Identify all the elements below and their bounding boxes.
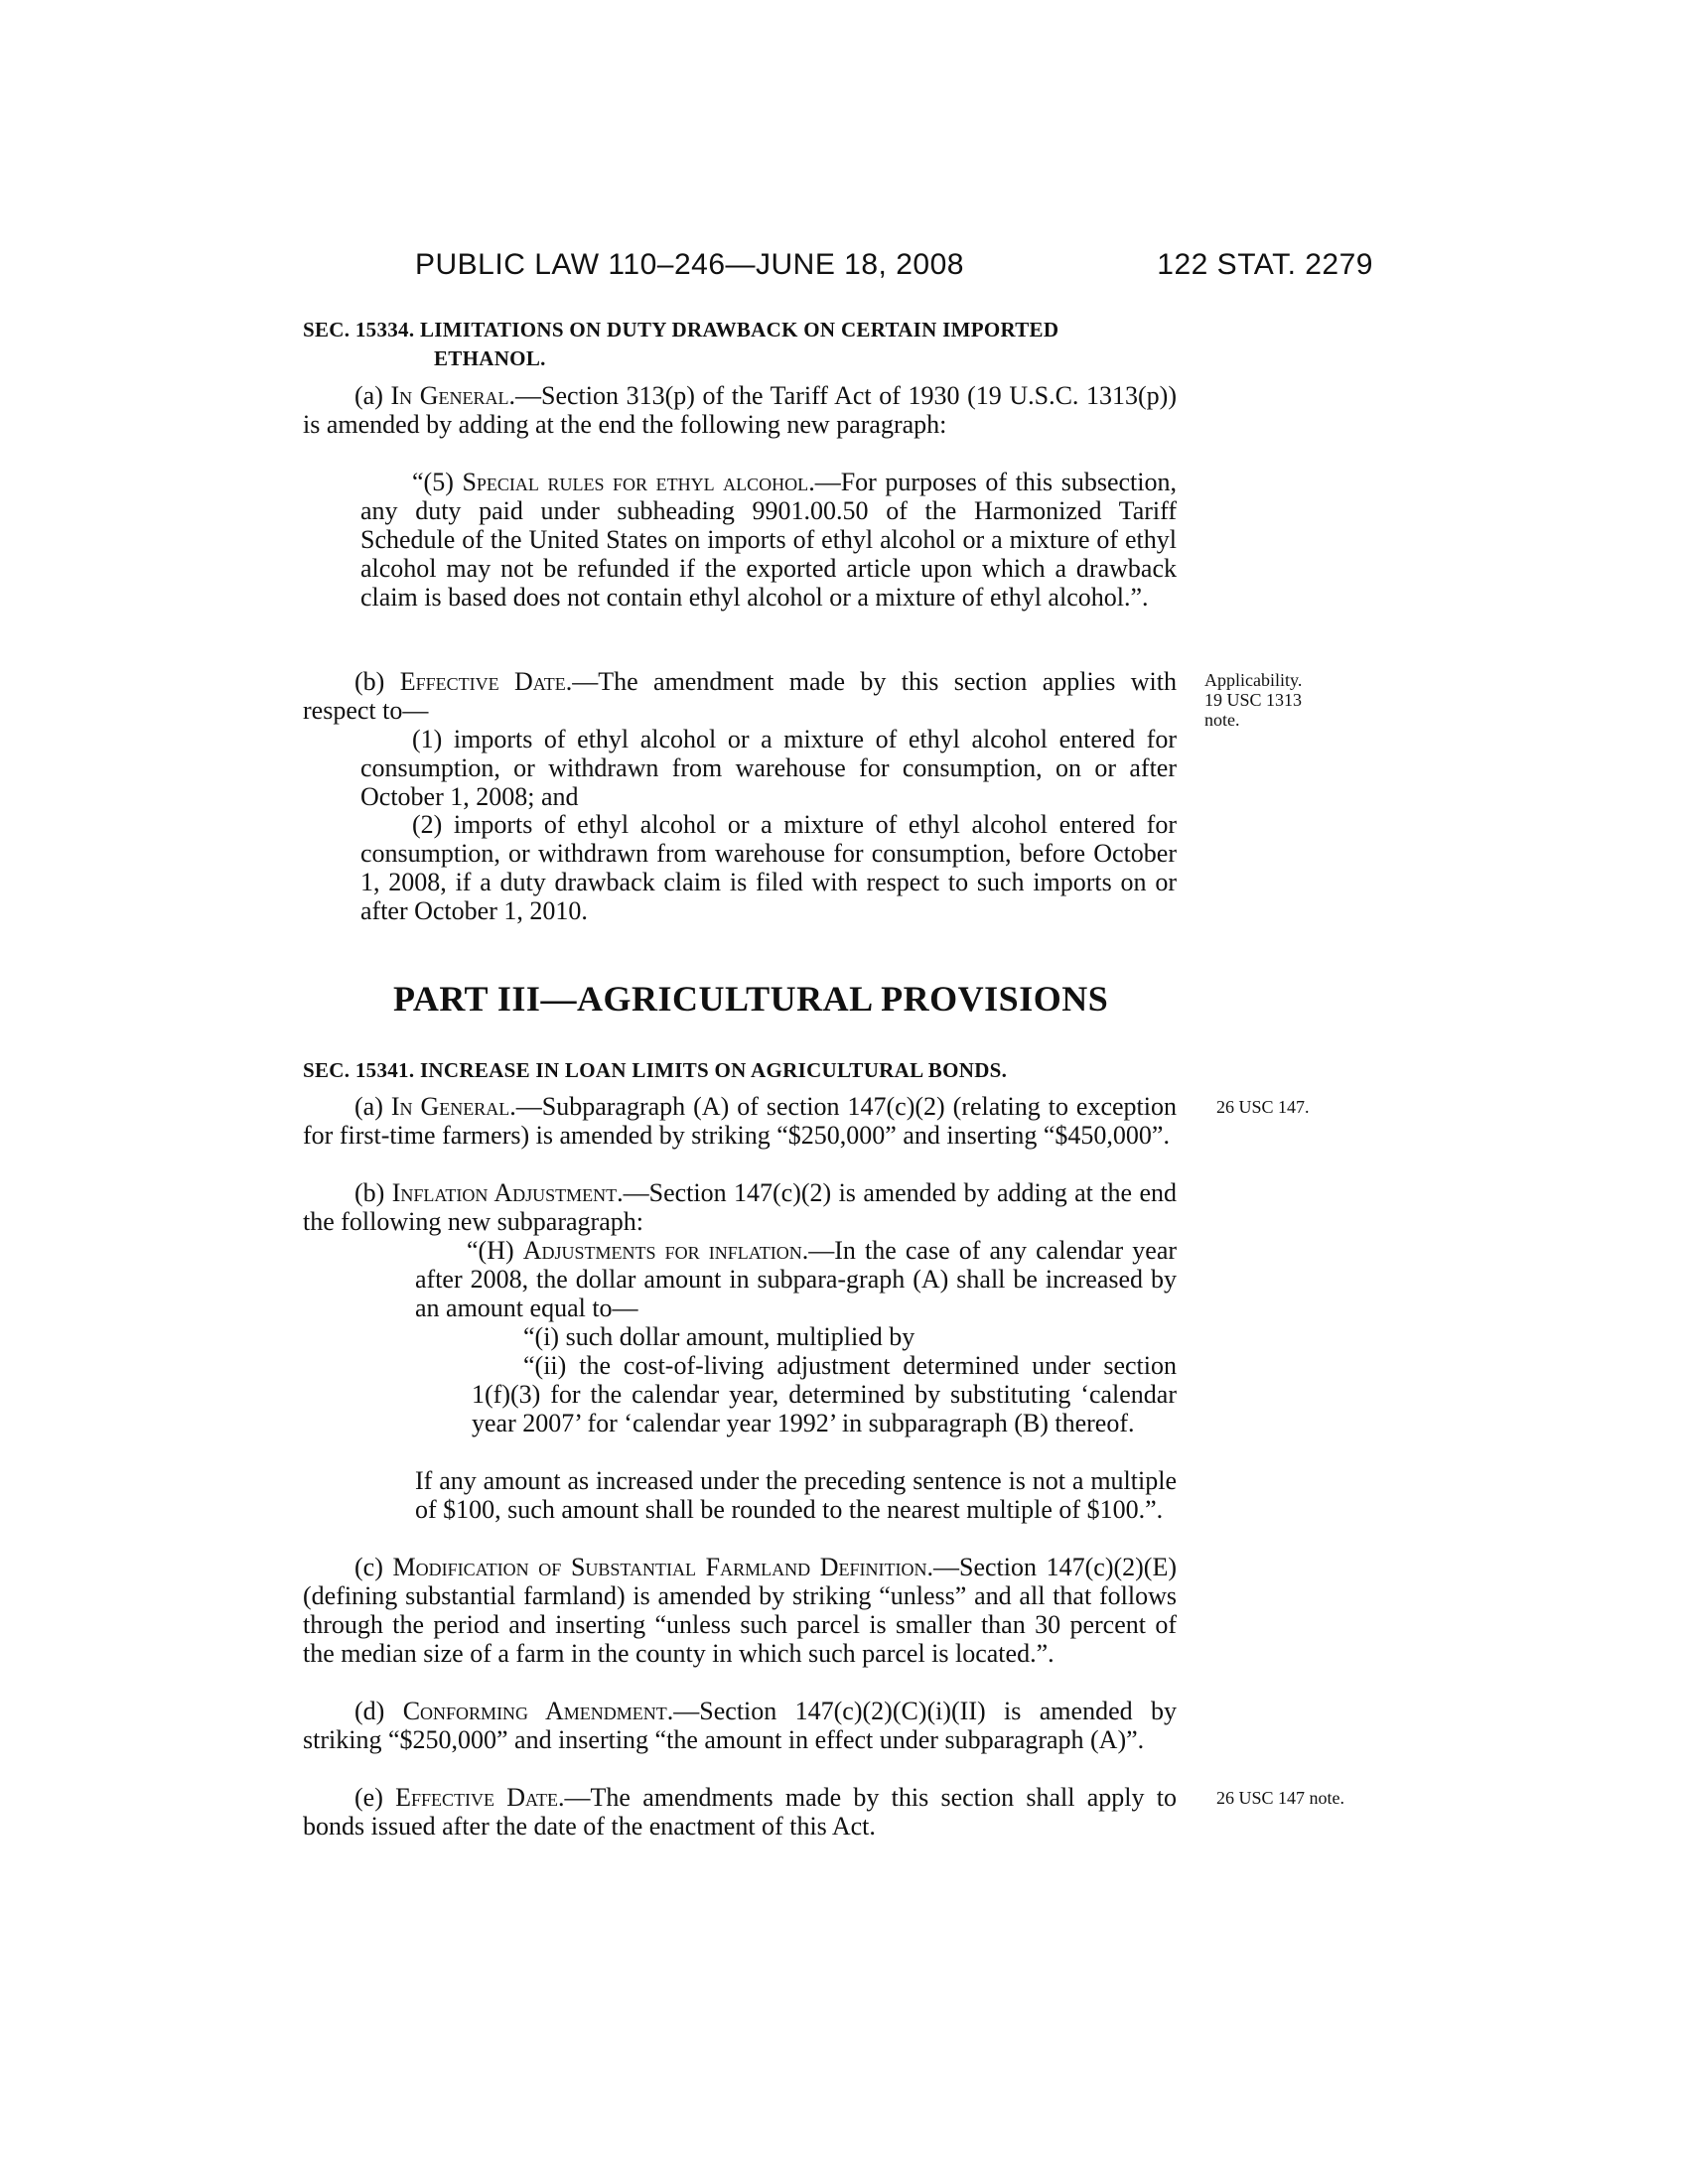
section-15334-heading: SEC. 15334. LIMITATIONS ON DUTY DRAWBACK ON CERTAIN IMPORTED ETHANOL. xyxy=(303,318,1059,370)
section-15341-heading: SEC. 15341. INCREASE IN LOAN LIMITS ON AGRICULTURAL BONDS. xyxy=(303,1058,1008,1082)
sec15341-para-hii: “(ii) the cost-of-living adjustment determined under section 1(f)(3) for the calendar year, determined by substituting ‘calendar year 2007’ for ‘calendar year 1992’ in subparagraph (B) thereof. xyxy=(472,1351,1177,1437)
margin-note-26usc147: 26 USC 147. xyxy=(1216,1097,1310,1117)
sec15341-para-h: “(H) Adjustments for inflation.—In the case of any calendar year after 2008, the dollar amount in subpara-graph (A) shall be increased by an amount equal to— xyxy=(415,1236,1178,1322)
sec15334-para-b1: (1) imports of ethyl alcohol or a mixture of ethyl alcohol entered for consumption, or withdrawn from warehouse for consumption, on or after October 1, 2008; and xyxy=(360,725,1177,811)
sec15341-para-h-tail: If any amount as increased under the preceding sentence is not a multiple of $100, such amount shall be rounded to the nearest multiple of $100.”. xyxy=(415,1466,1177,1524)
margin-note-applicability: Applicability. 19 USC 1313 note. xyxy=(1204,670,1303,730)
sec15341-para-a: (a) In General.—Subparagraph (A) of section 147(c)(2) (relating to exception for first-time farmers) is amended by striking “$250,000” and inserting “$450,000”. xyxy=(303,1092,1177,1150)
sec15334-para-b: (b) Effective Date.—The amendment made by this section applies with respect to— xyxy=(303,667,1177,725)
sec15341-para-hi: “(i) such dollar amount, multiplied by xyxy=(523,1322,915,1351)
sec15334-para-b2: (2) imports of ethyl alcohol or a mixture of ethyl alcohol entered for consumption, or withdrawn from warehouse for consumption, before October 1, 2008, if a duty drawback claim is filed with respect to such imports on or after October 1, 2010. xyxy=(360,810,1177,925)
running-header xyxy=(415,248,1373,288)
header-stat-page: 122 STAT. 2279 xyxy=(1157,248,1373,281)
sec15341-para-b: (b) Inflation Adjustment.—Section 147(c)(2) is amended by adding at the end the following new subparagraph: xyxy=(303,1178,1177,1236)
sec15341-para-d: (d) Conforming Amendment.—Section 147(c)(2)(C)(i)(II) is amended by striking “$250,000” and inserting “the amount in effect under subparagraph (A)”. xyxy=(303,1697,1177,1754)
header-law-title: PUBLIC LAW 110–246—JUNE 18, 2008 xyxy=(415,248,964,281)
sec15341-para-e: (e) Effective Date.—The amendments made by this section shall apply to bonds issued after the date of the enactment of this Act. xyxy=(303,1783,1177,1841)
part-iii-title: PART III—AGRICULTURAL PROVISIONS xyxy=(393,979,1109,1019)
sec15334-para-5: “(5) Special rules for ethyl alcohol.—For purposes of this subsection, any duty paid under subheading 9901.00.50 of the Harmonized Tariff Schedule of the United States on imports of ethyl alcohol or a mixture of ethyl alcohol may not be refunded if the exported article upon which a drawback claim is based does not contain ethyl alcohol or a mixture of ethyl alcohol.”. xyxy=(360,468,1178,612)
margin-note-26usc147-note: 26 USC 147 note. xyxy=(1216,1788,1345,1808)
sec15334-para-a: (a) In General.—Section 313(p) of the Tariff Act of 1930 (19 U.S.C. 1313(p)) is amended by adding at the end the following new paragraph: xyxy=(303,381,1177,439)
sec15341-para-c: (c) Modification of Substantial Farmland Definition.—Section 147(c)(2)(E) (defining substantial farmland) is amended by striking “unless” and all that follows through the period and inserting “unless such parcel is smaller than 30 percent of the median size of a farm in the county in which such parcel is located.”. xyxy=(303,1553,1177,1668)
